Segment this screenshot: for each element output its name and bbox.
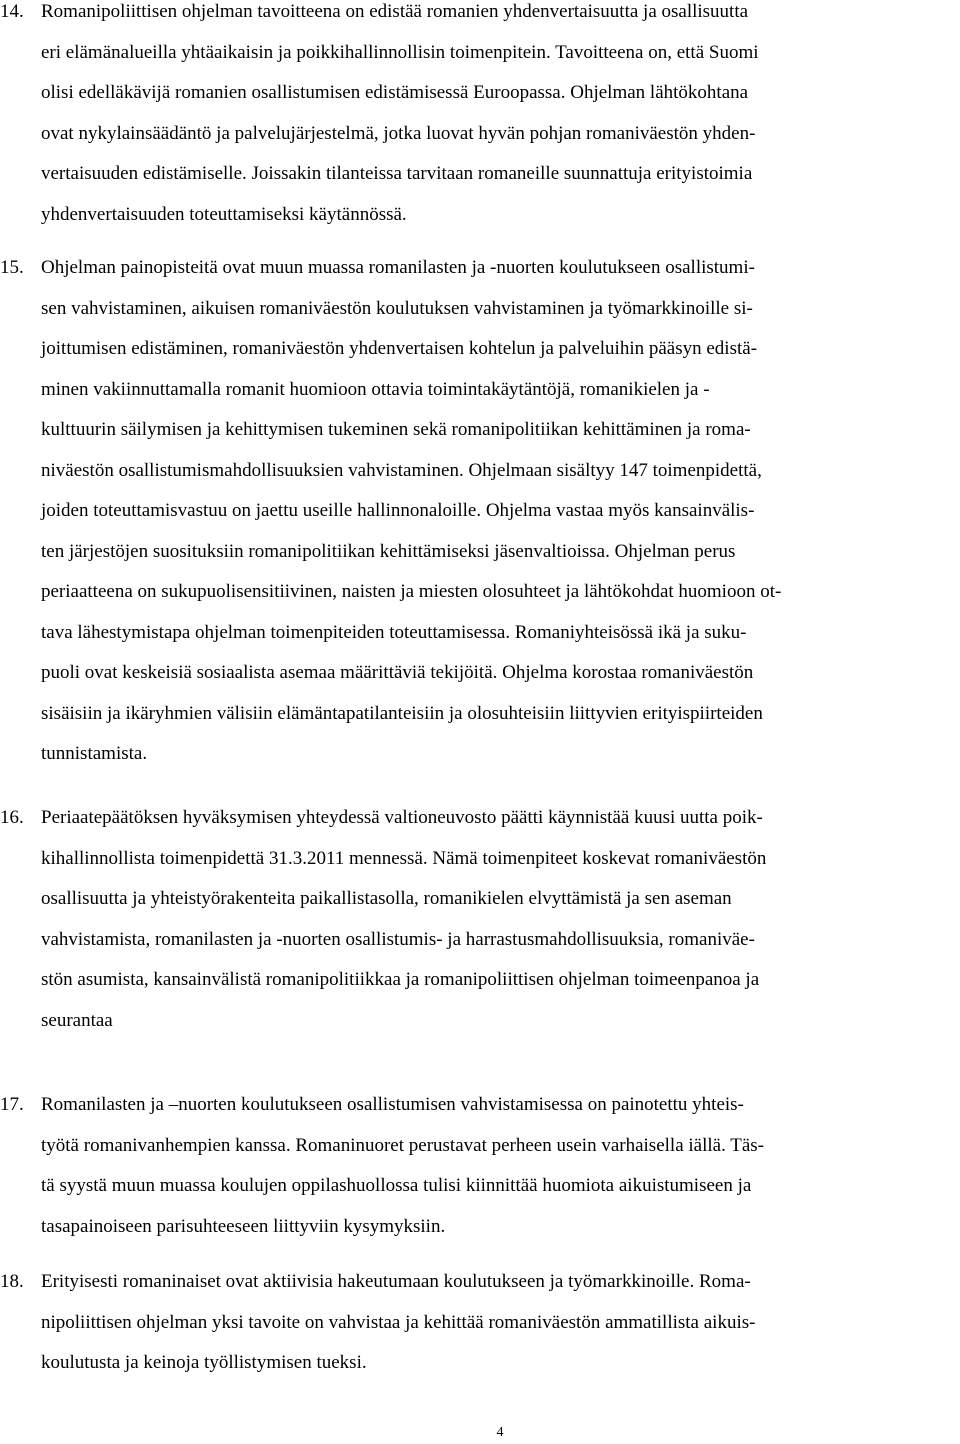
paragraph-line: osallisuutta ja yhteistyörakenteita paikallistasolla, romanikielen elvyttämistä ja sen aseman [41,888,732,909]
paragraph-line: minen vakiinnuttamalla romanit huomioon ottavia toimintakäytäntöjä, romanikielen ja - [41,378,710,400]
paragraph-line: ovat nykylainsäädäntö ja palvelujärjestelmä, jotka luovat hyvän pohjan romaniväestön yhden- [41,122,756,144]
paragraph-line: ten järjestöjen suosituksiin romanipolitiikan kehittämiseksi jäsenvaltioissa. Ohjelman perus [41,540,736,562]
paragraph-line: tä syystä muun muassa koulujen oppilashuollossa tulisi kiinnittää huomiota aikuistumiseen ja [41,1175,752,1196]
paragraph-number: 15. [0,257,24,278]
paragraph-line: tunnistamista. [41,743,148,764]
paragraph-line: työtä romanivanhempien kanssa. Romaninuoret perustavat perheen usein varhaisella iällä. Täs- [41,1134,764,1156]
paragraph-line: sisäisiin ja ikäryhmien välisiin elämäntapatilanteisiin ja olosuhteisiin liittyvien erityispiirteiden [41,702,763,724]
paragraph-line: yhdenvertaisuuden toteuttamiseksi käytännössä. [41,203,407,225]
paragraph-line: nipoliittisen ohjelman yksi tavoite on vahvistaa ja kehittää romaniväestön ammatillista aikuis- [41,1311,756,1333]
paragraph-line: Romanilasten ja –nuorten koulutukseen osallistumisen vahvistamisessa on painotettu yhteis- [41,1094,744,1115]
paragraph-number: 18. [0,1271,24,1292]
paragraph-line: puoli ovat keskeisiä sosiaalista asemaa määrittäviä tekijöitä. Ohjelma korostaa romaniväestön [41,662,754,683]
paragraph-line: niväestön osallistumismahdollisuuksien vahvistaminen. Ohjelmaan sisältyy 147 toimenpidettä, [41,459,762,481]
paragraph-line: kulttuurin säilymisen ja kehittymisen tukeminen sekä romanipolitiikan kehittäminen ja roma- [41,419,751,440]
paragraph-line: stön asumista, kansainvälistä romanipolitiikkaa ja romanipoliittisen ohjelman toimeenpanoa ja [41,969,760,990]
paragraph-line: joittumisen edistäminen, romaniväestön yhdenvertaisen kohtelun ja palveluihin pääsyn edistä- [41,338,758,359]
paragraph-number: 16. [0,807,24,828]
paragraph-line: Romanipoliittisen ohjelman tavoitteena on edistää romanien yhdenvertaisuutta ja osallisuutta [41,1,749,22]
paragraph-line: tasapainoiseen parisuhteeseen liittyviin kysymyksiin. [41,1215,446,1237]
paragraph-number: 14. [0,1,24,22]
paragraph-line: Periaatepäätöksen hyväksymisen yhteydessä valtioneuvosto päätti käynnistää kuusi uutta poik- [41,807,763,828]
paragraph-line: joiden toteuttamisvastuu on jaettu useille hallinnonaloille. Ohjelma vastaa myös kansainvälis- [41,500,755,521]
paragraph-line: olisi edelläkävijä romanien osallistumisen edistämisessä Euroopassa. Ohjelman lähtökohtana [41,82,749,103]
paragraph-line: Ohjelman painopisteitä ovat muun muassa romanilasten ja -nuorten koulutukseen osallistumi- [41,257,755,278]
page-number: 4 [496,1425,504,1440]
paragraph-line: eri elämänalueilla yhtäaikaisin ja poikkihallinnollisin toimenpitein. Tavoitteena on, että Suomi [41,41,759,63]
paragraph-line: Erityisesti romaninaiset ovat aktiivisia hakeutumaan koulutukseen ja työmarkkinoille. Roma- [41,1271,751,1292]
paragraph-line: tava lähestymistapa ohjelman toimenpiteiden toteuttamisessa. Romaniyhteisössä ikä ja suku- [41,621,747,643]
paragraph-line: kihallinnollista toimenpidettä 31.3.2011 mennessä. Nämä toimenpiteet koskevat romaniväestön [41,847,767,869]
paragraph-line: seurantaa [41,1009,113,1031]
paragraph-line: sen vahvistaminen, aikuisen romaniväestön koulutuksen vahvistaminen ja työmarkkinoille si- [41,297,753,319]
paragraph-line: vahvistamista, romanilasten ja -nuorten osallistumis- ja harrastusmahdollisuuksia, romaniväe- [41,928,755,950]
paragraph-line: koulutusta ja keinoja työllistymisen tueksi. [41,1352,367,1373]
paragraph-number: 17. [0,1094,24,1115]
paragraph-line: vertaisuuden edistämiselle. Joissakin tilanteissa tarvitaan romaneille suunnattuja erityistoimia [41,163,753,184]
paragraph-line: periaatteena on sukupuolisensitiivinen, naisten ja miesten olosuhteet ja lähtökohdat huomioon ot- [41,581,782,602]
